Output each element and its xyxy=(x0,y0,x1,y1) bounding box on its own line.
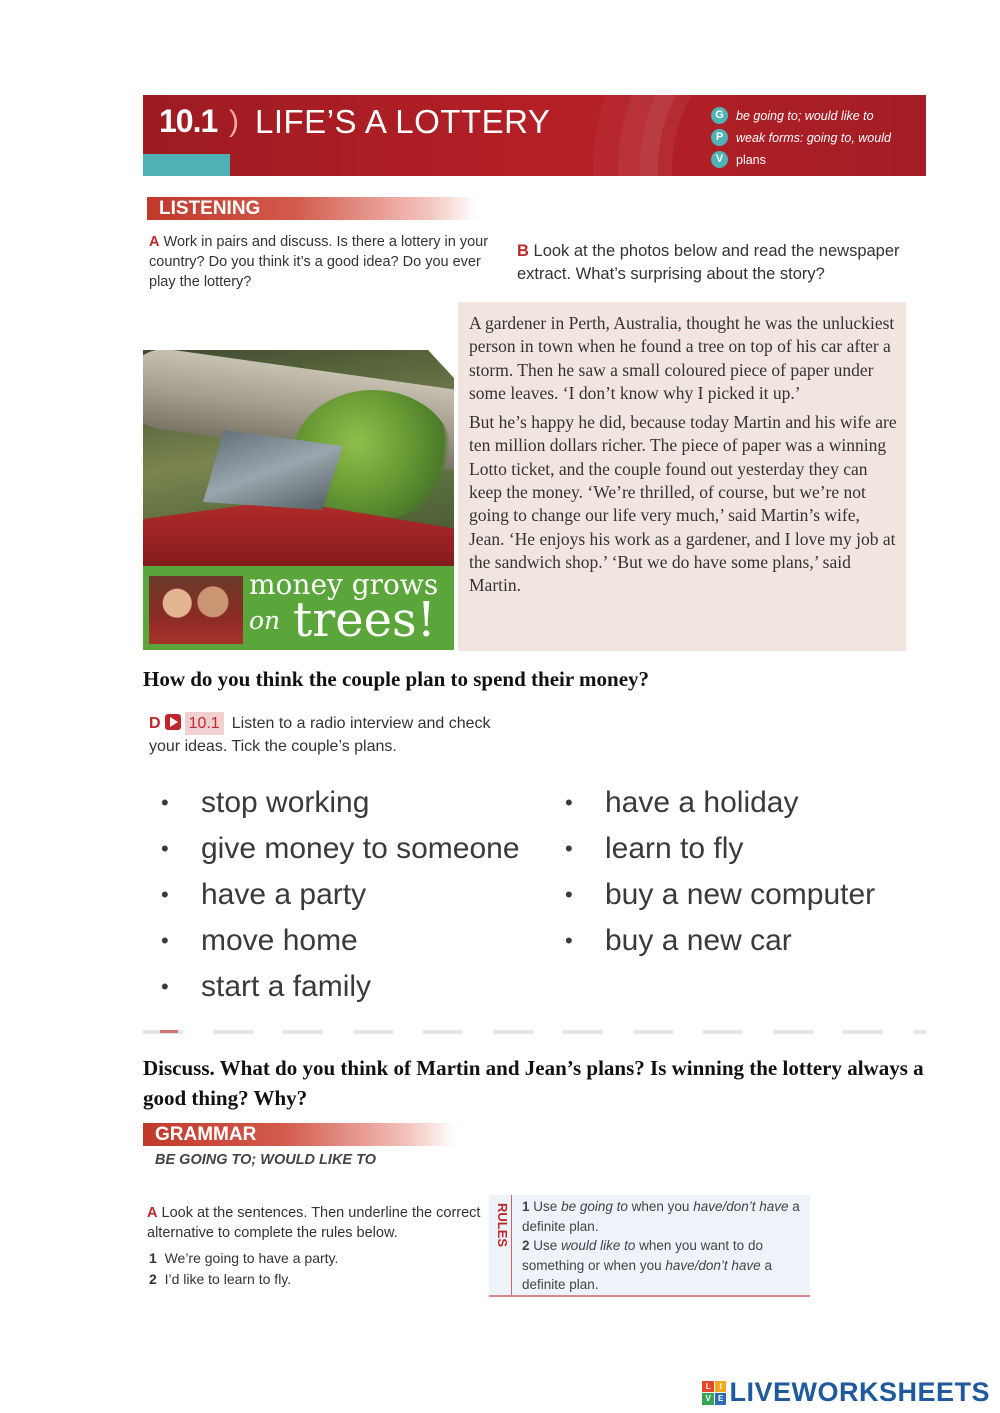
rule-text: a definite plan. xyxy=(522,1199,800,1234)
rule-number: 2 xyxy=(522,1238,530,1253)
unit-header-banner xyxy=(143,95,926,176)
exercise-letter: D xyxy=(149,715,161,732)
list-item xyxy=(145,872,545,918)
plan-text: have a holiday xyxy=(605,786,799,819)
plans-list-right xyxy=(549,780,949,964)
bullet-icon: • xyxy=(161,928,169,953)
bullet-icon: • xyxy=(565,790,573,815)
bullet-icon: • xyxy=(161,974,169,999)
list-item xyxy=(145,964,545,1010)
newspaper-extract xyxy=(458,302,906,651)
rule-alternative[interactable]: have/don’t have xyxy=(665,1257,761,1273)
plan-text: start a family xyxy=(201,970,372,1003)
liveworksheets-logo xyxy=(702,1377,990,1408)
list-item xyxy=(149,1269,338,1290)
question-spend-money: How do you think the couple plan to spend their money? xyxy=(143,667,650,691)
headline-on: on xyxy=(249,606,281,635)
listening-exercise-b xyxy=(517,240,927,286)
list-item xyxy=(145,918,545,964)
logo-mark-letter: E xyxy=(715,1393,727,1405)
bullet-icon: • xyxy=(161,790,169,815)
unit-number: 10.1 xyxy=(159,103,218,139)
plans-list-left xyxy=(145,780,545,1010)
focus-vocabulary xyxy=(711,151,766,168)
headline-trees: trees! xyxy=(293,592,436,648)
grammar-section-label: GRAMMAR xyxy=(143,1123,455,1146)
plan-text: buy a new computer xyxy=(605,878,876,911)
focus-grammar xyxy=(711,107,874,124)
exercise-letter: A xyxy=(147,1205,158,1221)
sentence-text: I’d like to learn to fly. xyxy=(164,1271,292,1287)
grammar-exercise-a xyxy=(147,1203,482,1243)
logo-mark-letter: L xyxy=(702,1381,714,1393)
bullet-icon: • xyxy=(161,882,169,907)
logo-mark-letter: I xyxy=(715,1381,727,1393)
bullet-icon: • xyxy=(565,928,573,953)
listening-exercise-a xyxy=(149,232,499,292)
rule-text: Use xyxy=(533,1238,558,1253)
bullet-icon: • xyxy=(161,836,169,861)
exercise-d-line2: your ideas. Tick the couple’s plans. xyxy=(149,738,397,755)
faded-text-remnant xyxy=(143,1030,926,1034)
list-item xyxy=(549,918,949,964)
rule-form: be going to xyxy=(561,1199,628,1214)
rule-number: 1 xyxy=(522,1199,530,1214)
list-item xyxy=(549,872,949,918)
sentence-number: 1 xyxy=(149,1250,157,1266)
exercise-letter: B xyxy=(517,242,529,260)
exercise-letter: A xyxy=(149,234,160,250)
plan-text: learn to fly xyxy=(605,832,744,865)
exercise-d xyxy=(149,712,569,758)
plan-text: give money to someone xyxy=(201,832,520,865)
photo-headline-band xyxy=(143,566,454,650)
track-number: 10.1 xyxy=(185,712,224,735)
rules-box xyxy=(489,1195,810,1297)
grammar-subtitle: BE GOING TO; WOULD LIKE TO xyxy=(155,1152,376,1168)
exercise-d-line1: Listen to a radio interview and check xyxy=(231,715,491,732)
list-item xyxy=(549,826,949,872)
bullet-icon: • xyxy=(565,836,573,861)
grammar-badge-icon: G xyxy=(711,107,728,124)
couple-photo xyxy=(149,576,243,644)
focus-vocabulary-text: plans xyxy=(736,152,766,167)
headline-money-grows: money grows xyxy=(249,568,439,601)
rule-text: Use xyxy=(533,1199,558,1214)
logo-mark-letter: V xyxy=(702,1393,714,1405)
plan-text: move home xyxy=(201,924,358,957)
rules-text xyxy=(522,1197,807,1295)
listening-section-label: LISTENING xyxy=(147,197,477,220)
liveworksheets-mark-icon xyxy=(702,1381,726,1405)
exercise-b-text: Look at the photos below and read the newspaper extract. What’s surprising about the story? xyxy=(517,242,900,283)
plan-text: buy a new car xyxy=(605,924,792,957)
faded-red-marker xyxy=(160,1030,178,1033)
rule-form: would like to xyxy=(561,1238,636,1253)
sentence-text: We’re going to have a party. xyxy=(164,1250,339,1266)
vocabulary-badge-icon: V xyxy=(711,151,728,168)
rule-2 xyxy=(522,1236,807,1295)
pronunciation-badge-icon: P xyxy=(711,129,728,146)
article-paragraph-1: A gardener in Perth, Australia, thought he was the unluckiest person in town when he found a tree on top of his car after a storm. Then he saw a small coloured piece of paper under some leaves. ‘I don’t know why I picked it up.’ xyxy=(469,313,895,403)
list-item xyxy=(149,1248,338,1269)
rules-label: RULES xyxy=(495,1203,510,1248)
rule-text: when you want to do something or when you xyxy=(522,1238,763,1273)
play-audio-icon[interactable] xyxy=(165,714,181,730)
teal-strip xyxy=(143,154,230,176)
focus-grammar-text: be going to; would like to xyxy=(736,108,874,123)
rules-divider xyxy=(511,1195,512,1295)
focus-pronunciation xyxy=(711,129,891,146)
plan-text: stop working xyxy=(201,786,370,819)
question-discuss-plans: Discuss. What do you think of Martin and Jean’s plans? Is winning the lottery always a good thing? Why? xyxy=(143,1056,924,1110)
bullet-icon: • xyxy=(565,882,573,907)
grammar-sentences xyxy=(149,1248,338,1290)
audio-waves-icon: ) xyxy=(229,105,239,138)
list-item xyxy=(145,826,545,872)
exercise-a-text: Work in pairs and discuss. Is there a lottery in your country? Do you think it’s a good idea? Do you ever play the lottery? xyxy=(149,234,489,290)
rule-text: a definite plan. xyxy=(522,1257,772,1292)
plan-text: have a party xyxy=(201,878,367,911)
rule-1 xyxy=(522,1197,807,1236)
article-paragraph-2: But he’s happy he did, because today Martin and his wife are ten million dollars richer. The piece of paper was a winning Lotto ticket, and the couple found out yesterday they can keep the money. ‘We’re thrilled, of course, but we’re not going to change our life very much,’ said Martin’s wife, Jean. ‘He enjoys his work as a gardener, and I love my job at the sandwich shop.’ ‘But we do have some plans,’ said Martin. xyxy=(469,412,897,596)
rule-text: when you xyxy=(631,1199,690,1214)
list-item xyxy=(145,780,545,826)
rule-alternative[interactable]: have/don’t have xyxy=(693,1199,789,1214)
page-corner-fold xyxy=(428,350,454,378)
liveworksheets-wordmark: LIVEWORKSHEETS xyxy=(729,1377,990,1407)
fallen-tree-car-photo xyxy=(143,350,454,650)
list-item xyxy=(549,780,949,826)
sentence-number: 2 xyxy=(149,1271,157,1287)
focus-pronunciation-text: weak forms: going to, would xyxy=(736,130,891,145)
unit-title: LIFE’S A LOTTERY xyxy=(255,103,551,140)
grammar-exercise-a-text: Look at the sentences. Then underline the correct alternative to complete the rules below. xyxy=(147,1205,481,1241)
